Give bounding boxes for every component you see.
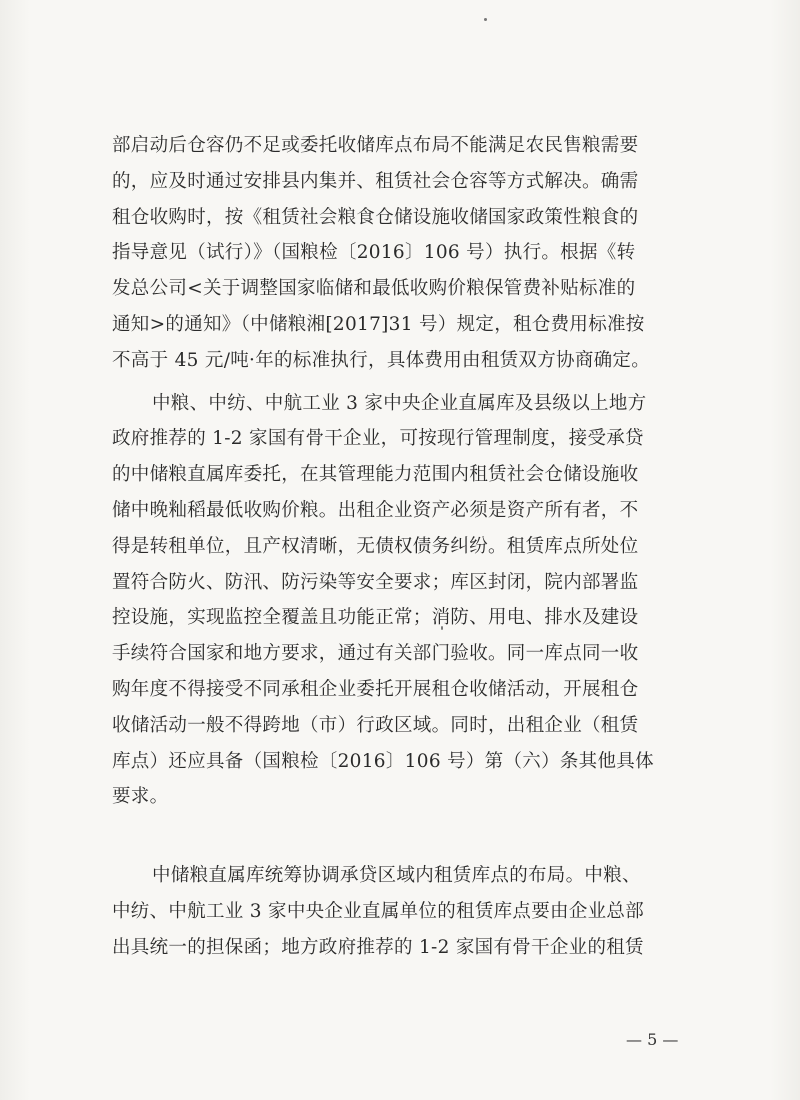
paragraph-3 [112,858,692,965]
text-line: 租仓收购时，按《租赁社会粮食仓储设施收储国家政策性粮食的 [112,206,639,228]
text-line: 要求。 [112,786,169,808]
text-line: 的，应及时通过安排县内集并、租赁社会仓容等方式解决。确需 [112,170,639,192]
text-line: 置符合防火、防汛、防污染等安全要求；库区封闭，院内部署监 [112,571,639,593]
text-line: 购年度不得接受不同承租企业委托开展租仓收储活动，开展租仓 [112,678,639,700]
text-line: 库点）还应具备（国粮检〔2016〕106 号）第（六）条其他具体 [112,750,654,772]
paragraph-1 [112,128,692,379]
text-line: 得是转租单位，且产权清晰，无债权债务纠纷。租赁库点所处位 [112,535,639,557]
text-line: 指导意见（试行）》（国粮检〔2016〕106 号）执行。根据《转 [112,242,636,264]
text-line [112,815,692,851]
text-line: 出具统一的担保函；地方政府推荐的 1-2 家国有骨干企业的租赁 [112,936,644,958]
text-line: 的中储粮直属库委托，在其管理能力范围内租赁社会仓储设施收 [112,464,639,486]
paragraph-2 [112,386,692,851]
text-line: 收储活动一般不得跨地（市）行政区域。同时，出租企业（租赁 [112,714,639,736]
text-line: 控设施，实现监控全覆盖且功能正常；消防、用电、排水及建设 [112,607,639,629]
text-line: 不高于 45 元/吨·年的标准执行，具体费用由租赁双方协商确定。 [112,349,651,371]
text-line: 发总公司<关于调整国家临储和最低收购价粮保管费补贴标准的 [112,278,636,300]
text-line: 中储粮直属库统筹协调承贷区域内租赁库点的布局。中粮、 [152,864,641,886]
scan-speck [484,18,487,21]
text-line: 部启动后仓容仍不足或委托收储库点布局不能满足农民售粮需要 [112,135,639,156]
text-line: 政府推荐的 1-2 家国有骨干企业，可按现行管理制度，接受承贷 [112,428,644,450]
page-number: — 5 — [626,1030,679,1049]
body-text [112,128,692,965]
text-line: 中粮、中纺、中航工业 3 家中央企业直属库及县级以上地方 [152,392,647,414]
text-line: 储中晚籼稻最低收购价粮。出租企业资产必须是资产所有者，不 [112,499,639,521]
text-line: 中纺、中航工业 3 家中央企业直属单位的租赁库点要由企业总部 [112,900,645,922]
text-line: 通知>的通知》（中储粮湘[2017]31 号）规定，租仓费用标准按 [112,313,645,335]
text-line: 手续符合国家和地方要求，通过有关部门验收。同一库点同一收 [112,643,639,665]
